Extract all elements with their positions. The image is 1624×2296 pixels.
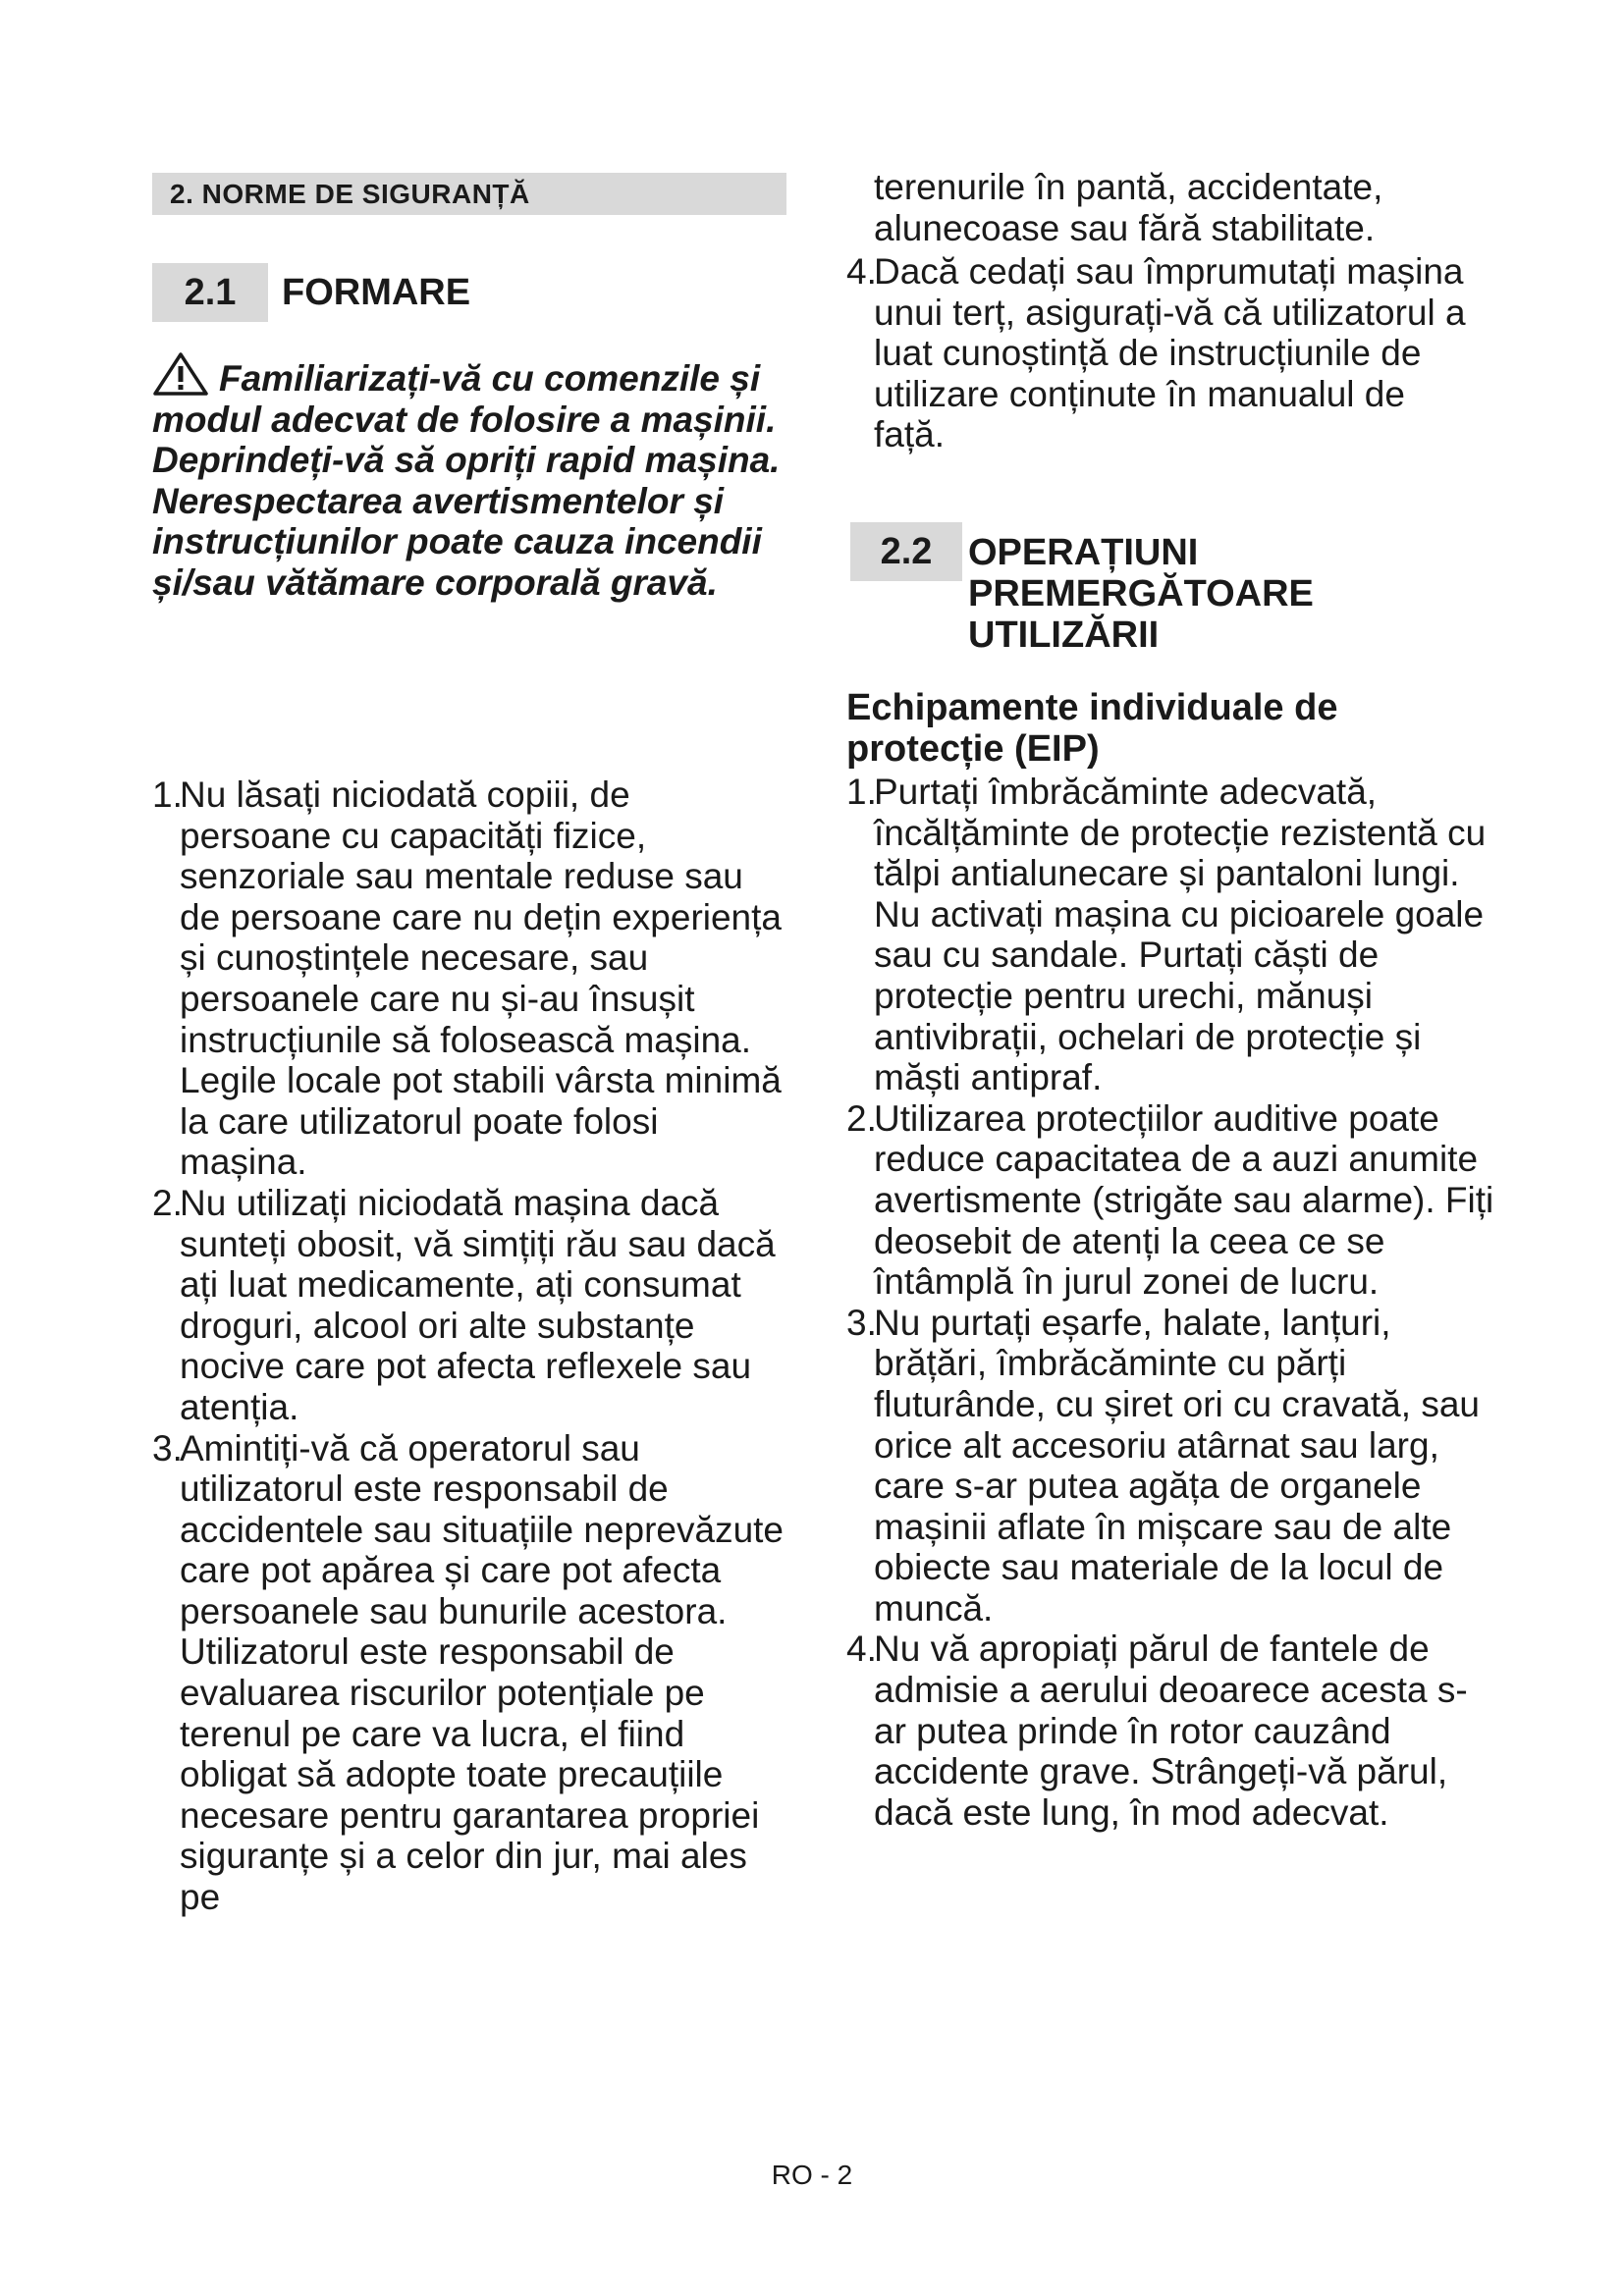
list-item-text: Nu lăsați niciodată copiii, de persoane cu capacități fizice, senzoriale sau mentale reduse sau de persoane care nu dețin experiența și cunoștințele necesare, sau persoanele care nu și-au însușit instrucțiunile să folosească mașina. Legile locale pot stabili vârsta minimă la care utilizatorul poate folosi mașina. <box>180 774 782 1183</box>
list-item <box>152 774 790 1183</box>
list-item-number: 4. <box>846 1629 877 1670</box>
list-item-text: Utilizarea protecțiilor auditive poate reduce capacitatea de a auzi anumite avertismente (strigăte sau alarme). Fiți deosebit de atenți la ceea ce se întâmplă în jurul zonei de lucru. <box>874 1097 1494 1303</box>
list-item-text: Nu utilizați niciodată mașina dacă sunteți obosit, vă simțiți rău sau dacă ați luat medicamente, ați consumat droguri, alcool ori alte substanțe nocive care pot afecta reflexele sau atenția. <box>180 1182 776 1427</box>
section-title-line: PREMERGĂTOARE <box>968 573 1314 614</box>
page-number: RO - 2 <box>771 2160 853 2190</box>
list-item-number: 1. <box>152 774 183 815</box>
list-item <box>846 1098 1496 1303</box>
section-title-line: UTILIZĂRII <box>968 614 1160 656</box>
list-item <box>846 1303 1496 1629</box>
training-list-continued <box>846 251 1475 455</box>
warning-paragraph <box>152 351 781 604</box>
list-item-text: Dacă cedați sau împrumutați mașina unui terț, asigurați-vă că utilizatorul a luat cunoștință de instrucțiunile de utilizare conținute în manualul de față. <box>874 251 1466 455</box>
list-item-number: 1. <box>846 772 877 812</box>
warning-triangle-icon <box>152 351 209 397</box>
list-item <box>846 251 1475 455</box>
section-title-line: OPERAȚIUNI <box>968 532 1199 573</box>
warning-text: Familiarizați-vă cu comenzile și modul adecvat de folosire a mașinii. Deprindeți-vă să opriți rapid mașina. Nerespectarea avertismentelor și instrucțiunilor poate cauza incendii și/sau vătămare corporală gravă. <box>152 358 781 603</box>
list-item <box>152 1428 790 1918</box>
list-item <box>846 772 1496 1098</box>
list-item <box>846 1629 1496 1833</box>
list-item-number: 2. <box>152 1182 183 1223</box>
chapter-title: 2. NORME DE SIGURANȚĂ <box>152 173 786 215</box>
list-item <box>152 1183 790 1428</box>
list-item-text: Nu purtați eșarfe, halate, lanțuri, brățări, îmbrăcăminte cu părți fluturânde, cu șiret ori cu cravată, sau orice alt accesoriu atârnat sau larg, care s-ar putea agăța de organele mașinii aflate în mișcare sau de alte obiecte sau materiale de la locul de muncă. <box>874 1302 1480 1629</box>
list-item-number: 3. <box>152 1427 183 1468</box>
list-item-text: Nu vă apropiați părul de fantele de admisie a aerului deoarece acesta s-ar putea prinde în rotor cauzând accidente grave. Strângeți-vă părul, dacă este lung, în mod adecvat. <box>874 1629 1468 1833</box>
list-item-number: 4. <box>846 251 877 292</box>
section-2-2-heading <box>850 522 1314 656</box>
ppe-subheading: Echipamente individuale de protecție (EIP) <box>846 687 1338 770</box>
section-title <box>968 532 1314 656</box>
list-item-text: Amintiți-vă că operatorul sau utilizatorul este responsabil de accidentele sau situațiile neprevăzute care pot apărea și care pot afecta persoanele sau bunurile acestora. Utilizatorul este responsabil de evaluarea riscurilor potențiale pe terenul pe care va lucra, el fiind obligat să adopte toate precauțiile necesare pentru garantarea propriei siguranțe și a celor din jur, mai ales pe <box>180 1427 784 1918</box>
training-list <box>152 774 790 1918</box>
section-2-1-heading <box>152 263 470 322</box>
section-number: 2.1 <box>152 263 268 322</box>
ppe-list <box>846 772 1496 1833</box>
list-item-number: 3. <box>846 1302 877 1343</box>
section-title: FORMARE <box>282 272 471 313</box>
list-item-text: Purtați îmbrăcăminte adecvată, încălțăminte de protecție rezistentă cu tălpi antialunecare și pantaloni lungi. Nu activați mașina cu picioarele goale sau cu sandale. Purtați căști de protecție pentru urechi, mănuși antivibrații, ochelari de protecție și măști antipraf. <box>874 772 1487 1098</box>
list-item-number: 2. <box>846 1097 877 1139</box>
item-3-continuation: terenurile în pantă, accidentate, alunecoase sau fără stabilitate. <box>874 167 1383 248</box>
section-number: 2.2 <box>850 522 962 581</box>
